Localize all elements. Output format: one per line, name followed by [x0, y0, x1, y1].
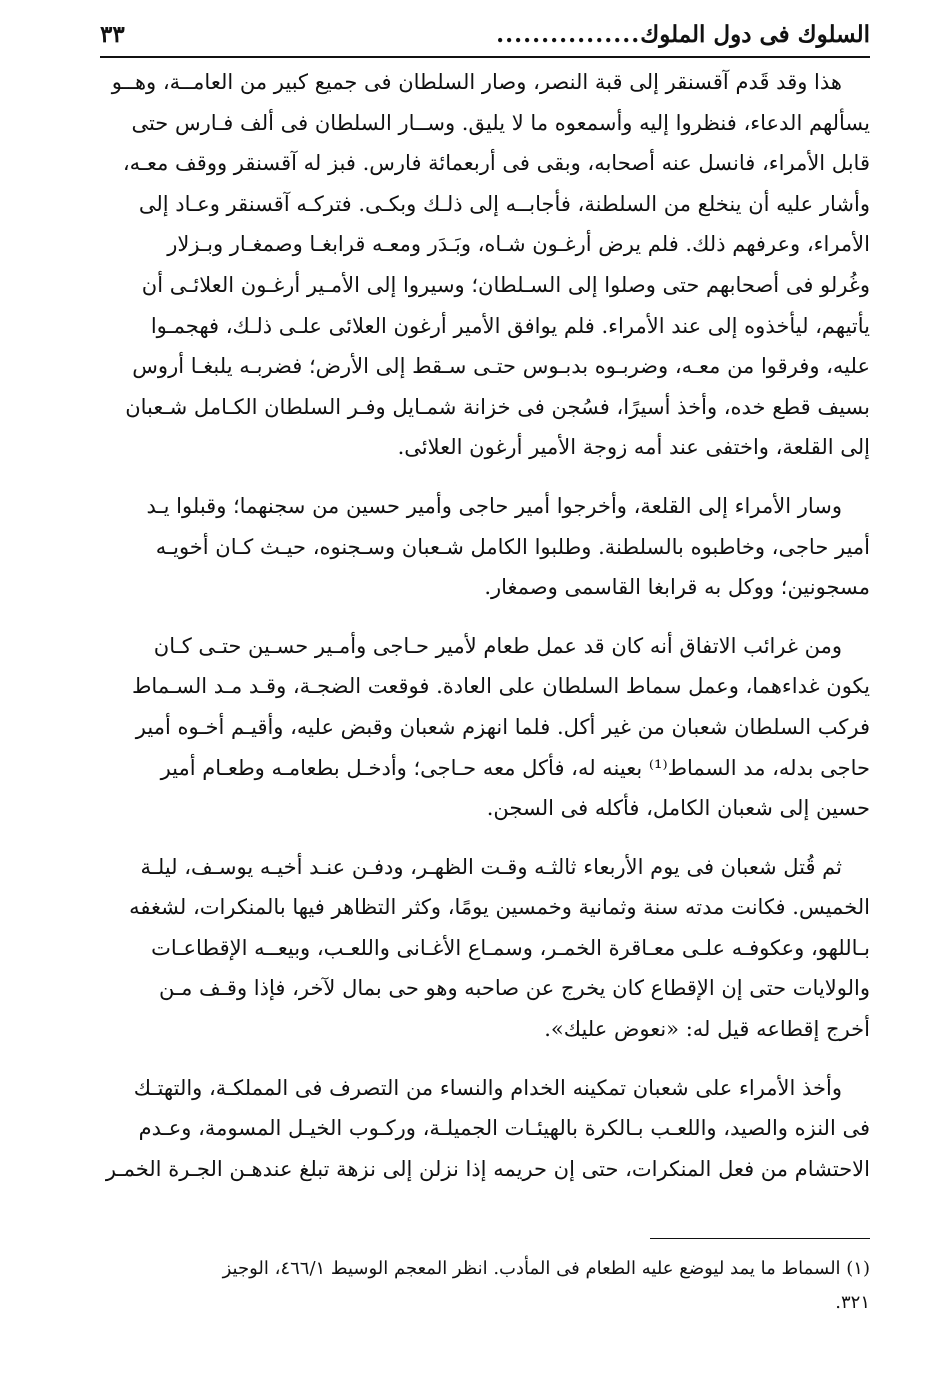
footnote-line-1: (١) السماط ما يمد ليوضع عليه الطعام فى المأدب. انظر المعجم الوسيط ٤٦٦/١، الوجيز — [222, 1258, 870, 1279]
paragraph — [100, 486, 870, 608]
text-line: وغُرلو فى أصحابهم حتى وصلوا إلى السـلطان؛ وسيروا إلى الأمـير أرغـون العلائـى أن — [141, 272, 870, 297]
text-line: ومن غرائب الاتفاق أنه كان قد عمل طعام لأمير حـاجى وأمـير حسـين حتـى كـان — [153, 633, 842, 658]
text-line: حسين إلى شعبان الكامل، فأكله فى السجن. — [486, 796, 870, 821]
text-line: فى النزه والصيد، واللعـب بـالكرة بالهيئـات الجميلـة، وركـوب الخيـل المسومة، وعـدم — [138, 1116, 870, 1141]
page-number: ٣٣ — [100, 21, 125, 48]
text-line: قابل الأمراء، فانسل عنه أصحابه، وبقى فى أربعمائة فارس. فبز له آقسنقر ووقف معـه، — [122, 151, 870, 176]
text-line: الخميس. فكانت مدته سنة وثمانية وخمسين يومًا، وكثر التظاهر فيها بالمنكرات، لشغفه — [129, 895, 870, 920]
text-line: يسألهم الدعاء، فنظروا إليه وأسمعوه ما لا يليق. وســار السلطان فى ألف فـارس حتى — [131, 110, 870, 135]
text-line: والولايات حتى إن الإقطاع كان يخرج عن صاحبه وهو حى بمال لآخر، فإذا وقـف مـن — [158, 976, 870, 1001]
paragraph — [100, 626, 870, 829]
paragraph — [100, 1068, 870, 1190]
text-line: هذا وقد قَدم آقسنقر إلى قبة النصر، وصار السلطان فى جميع كبير من العامــة، وهــو — [111, 70, 842, 94]
text-line: وأخذ الأمراء على شعبان تمكينه الخدام والنساء من التصرف فى المملكـة، والتهتـك — [133, 1075, 842, 1100]
text-line: عليه، وفرقوا من معـه، وضربـوه بدبـوس حتـى سـقط إلى الأرض؛ فضربـه يلبغـا أروس — [132, 354, 870, 379]
text-line: يأتيهم، ليأخذوه إلى عند الأمراء. فلم يوافق الأمير أرغون العلائى علـى ذلـك، فهجمـوا — [150, 313, 870, 338]
header-leader-dots: ................ — [496, 21, 641, 48]
running-header — [100, 14, 870, 58]
text-line: أخرج إقطاعه قيل له: «نعوض عليك». — [544, 1017, 870, 1042]
text-line: وأشار عليه أن ينخلع من السلطنة، فأجابــه إلى ذلـك وبكـى. فتركـه آقسنقر وعـاد إلى — [138, 191, 870, 216]
text-line: مسجونين؛ ووكل به قرابغا القاسمى وصمغار. — [484, 575, 870, 600]
text-line: فركب السلطان شعبان من غير أكل. فلما انهزم شعبان وقبض عليه، وأقيـم أخـوه أمير — [135, 714, 870, 739]
footnote — [100, 1252, 870, 1320]
text-line: يكون غداءهما، وعمل سماط السلطان على العادة. فوقعت الضجـة، وقـد مـد السـماط — [132, 674, 870, 699]
text-line: بـاللهو، وعكوفـه علـى معـاقرة الخمـر، وسمـاع الأغـانى واللعـب، وبيعــه الإقطاعـات — [151, 935, 870, 960]
paragraph-gap — [100, 829, 870, 847]
paragraph-gap — [100, 1050, 870, 1068]
footnote-line-2: ٣٢١. — [835, 1292, 870, 1313]
paragraph-gap — [100, 468, 870, 486]
text-line: حاجى بدله، مد السماط⁽¹⁾ بعينه له، فأكل معه حـاجى؛ وأدخـل بطعامـه وطعـام أمير — [160, 755, 870, 780]
text-line: الأمراء، وعرفهم ذلك. فلم يرض أرغـون شـاه، وبَـدَر ومعـه قرابغـا وصمغـار وبـزلار — [167, 232, 870, 257]
text-line: ثم قُتل شعبان فى يوم الأربعاء ثالثـه وقـت الظهـر، ودفـن عنـد أخيـه يوسـف، ليلـة — [140, 854, 842, 879]
text-line: الاحتشام من فعل المنكرات، حتى إن حريمه إذا نزلن إلى نزهة تبلغ عندهـن الجـرة الخمـر — [105, 1156, 870, 1181]
header-title: السلوك فى دول الملوك — [640, 21, 870, 48]
footnote-separator — [650, 1238, 870, 1239]
text-line: وسار الأمراء إلى القلعة، وأخرجوا أمير حاجى وأمير حسين من سجنهما؛ وقبلوا يـد — [146, 493, 842, 518]
text-line: أمير حاجى، وخاطبوه بالسلطنة. وطلبوا الكامل شـعبان وسـجنوه، حيـث كـان أخويـه — [155, 534, 870, 559]
paragraph-gap — [100, 608, 870, 626]
body-text — [100, 62, 870, 1189]
text-line: بسيف قطع خده، وأخذ أسيرًا، فسُجن فى خزانة شمـايل وفـر السلطان الكـامل شـعبان — [125, 394, 870, 419]
text-line: إلى القلعة، واختفى عند أمه زوجة الأمير أرغون العلائى. — [397, 435, 870, 460]
paragraph — [100, 847, 870, 1050]
paragraph — [100, 62, 870, 468]
